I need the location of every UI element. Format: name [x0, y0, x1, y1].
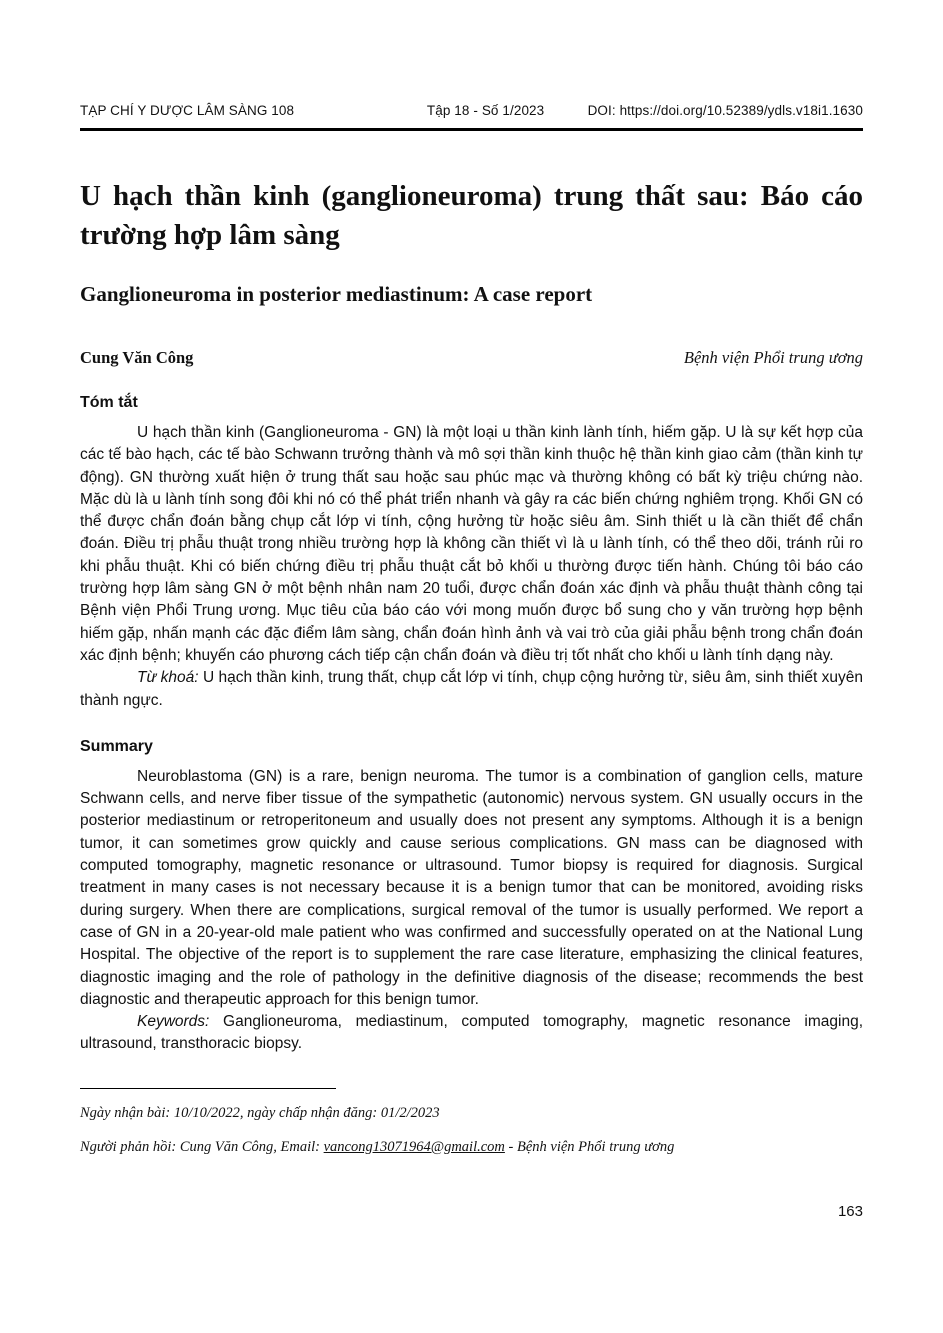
page-number: 163 [837, 1203, 863, 1220]
footnote-rule [80, 1088, 336, 1089]
abstract-body-english: Neuroblastoma (GN) is a rare, benign neuroma. The tumor is a combination of ganglion cells, mature Schwann cells, and nerve fiber tissue of the sympathetic (autonomic) nervous system. GN usually occurs in the posterior mediastinum or retroperitoneum and usually does not present any symptoms. Although it is a benign tumor, it can sometimes grow quickly and cause serious complications. GN mass can be diagnosed with computed tomography, magnetic resonance or ultrasound. Tumor biopsy is required for diagnosis. Surgical treatment in many cases is not necessary because it is a benign tumor that can be monitored, avoiding risks during surgery. When there are complications, surgical removal of the tumor is usually performed. We report a case of GN in a 20-year-old male patient who was confirmed and successfully operated on at the National Lung Hospital. The objective of the report is to supplement the rare case literature, emphasizing the clinical features, diagnostic imaging and the role of pathology in the definitive diagnosis of the disease; recommends the best diagnostic and therapeutic approach for this benign tumor. [80, 767, 863, 1008]
keywords-line-english [80, 1011, 863, 1056]
keywords-line-vietnamese [80, 667, 863, 712]
journal-doi-link[interactable]: DOI: https://doi.org/10.52389/ydls.v18i1.1630 [587, 103, 863, 118]
keywords-label-english: Keywords: [137, 1013, 210, 1031]
article-title-vietnamese: U hạch thần kinh (ganglioneuroma) trung thất sau: Báo cáo trường hợp lâm sàng [80, 180, 863, 251]
author-affiliation: Bệnh viện Phổi trung ương [683, 348, 863, 367]
abstract-body-vietnamese: U hạch thần kinh (Ganglioneuroma - GN) là một loại u thần kinh lành tính, hiếm gặp. U là sự kết hợp của các tế bào hạch, các tế bào Schwann trưởng thành và mô sợi thần kinh thuộc hệ thần kinh giao cảm (thần kinh tự động). GN thường xuất hiện ở trung thất sau hoặc sau phúc mạc và thường không có bất kỳ triệu chứng nào. Mặc dù là u lành tính song đôi khi nó có thể phát triển nhanh và gây ra các biến chứng nghiêm trọng. Khối GN có thể được chẩn đoán bằng chụp cắt lớp vi tính, cộng hưởng từ hoặc siêu âm. Sinh thiết u là cần thiết để chẩn đoán. Điều trị phẫu thuật trong nhiều trường hợp là không cần thiết vì là u lành tính, có thể theo dõi, tránh rủi ro khi phẫu thuật. Khi có biến chứng điều trị phẫu thuật cắt bỏ khối u thường được tiến hành. Chúng tôi báo cáo trường hợp lâm sàng GN ở một bệnh nhân nam 20 tuổi, được chẩn đoán xác định và phẫu thuật thành công tại Bệnh viện Phổi Trung ương. Mục tiêu của báo cáo với mong muốn được bổ sung cho y văn trường hợp bệnh hiếm gặp, nhấn mạnh các đặc điểm lâm sàng, chẩn đoán hình ảnh và vai trò của giải phẫu bệnh trong chẩn đoán xác định bệnh; khuyến cáo phương cách tiếp cận chẩn đoán và điều trị tốt nhất cho khối u lành tính dạng này. [80, 424, 863, 664]
keywords-text-english: Ganglioneuroma, mediastinum, computed tomography, magnetic resonance imaging, ultrasound, transthoracic biopsy. [80, 1013, 863, 1053]
keywords-text-vietnamese: U hạch thần kinh, trung thất, chụp cắt lớp vi tính, chụp cộng hưởng từ, siêu âm, sinh thiết xuyên thành ngực. [80, 669, 863, 709]
footnote-received-date: Ngày nhận bài: 10/10/2022, ngày chấp nhận đăng: 01/2/2023 [80, 1104, 440, 1121]
journal-name: TẠP CHÍ Y DƯỢC LÂM SÀNG 108 [80, 103, 295, 118]
footnote-correspondence [80, 1137, 863, 1157]
correspondence-email-link[interactable]: vancong13071964@gmail.com [323, 1138, 505, 1155]
header-rule [80, 128, 863, 131]
article-title-english: Ganglioneuroma in posterior mediastinum: A case report [80, 282, 593, 306]
author-name: Cung Văn Công [80, 348, 194, 367]
abstract-heading-vietnamese: Tóm tắt [80, 394, 138, 411]
abstract-heading-english: Summary [80, 737, 153, 755]
keywords-label-vietnamese: Từ khoá: [137, 669, 199, 687]
journal-header [80, 103, 863, 118]
journal-issue: Tập 18 - Số 1/2023 [426, 103, 545, 118]
footnote-correspondence-text: Người phản hồi: Cung Văn Công, Email: [80, 1138, 324, 1155]
author-row [80, 348, 863, 368]
footnote-correspondence-affiliation: - Bệnh viện Phổi trung ương [504, 1138, 675, 1155]
